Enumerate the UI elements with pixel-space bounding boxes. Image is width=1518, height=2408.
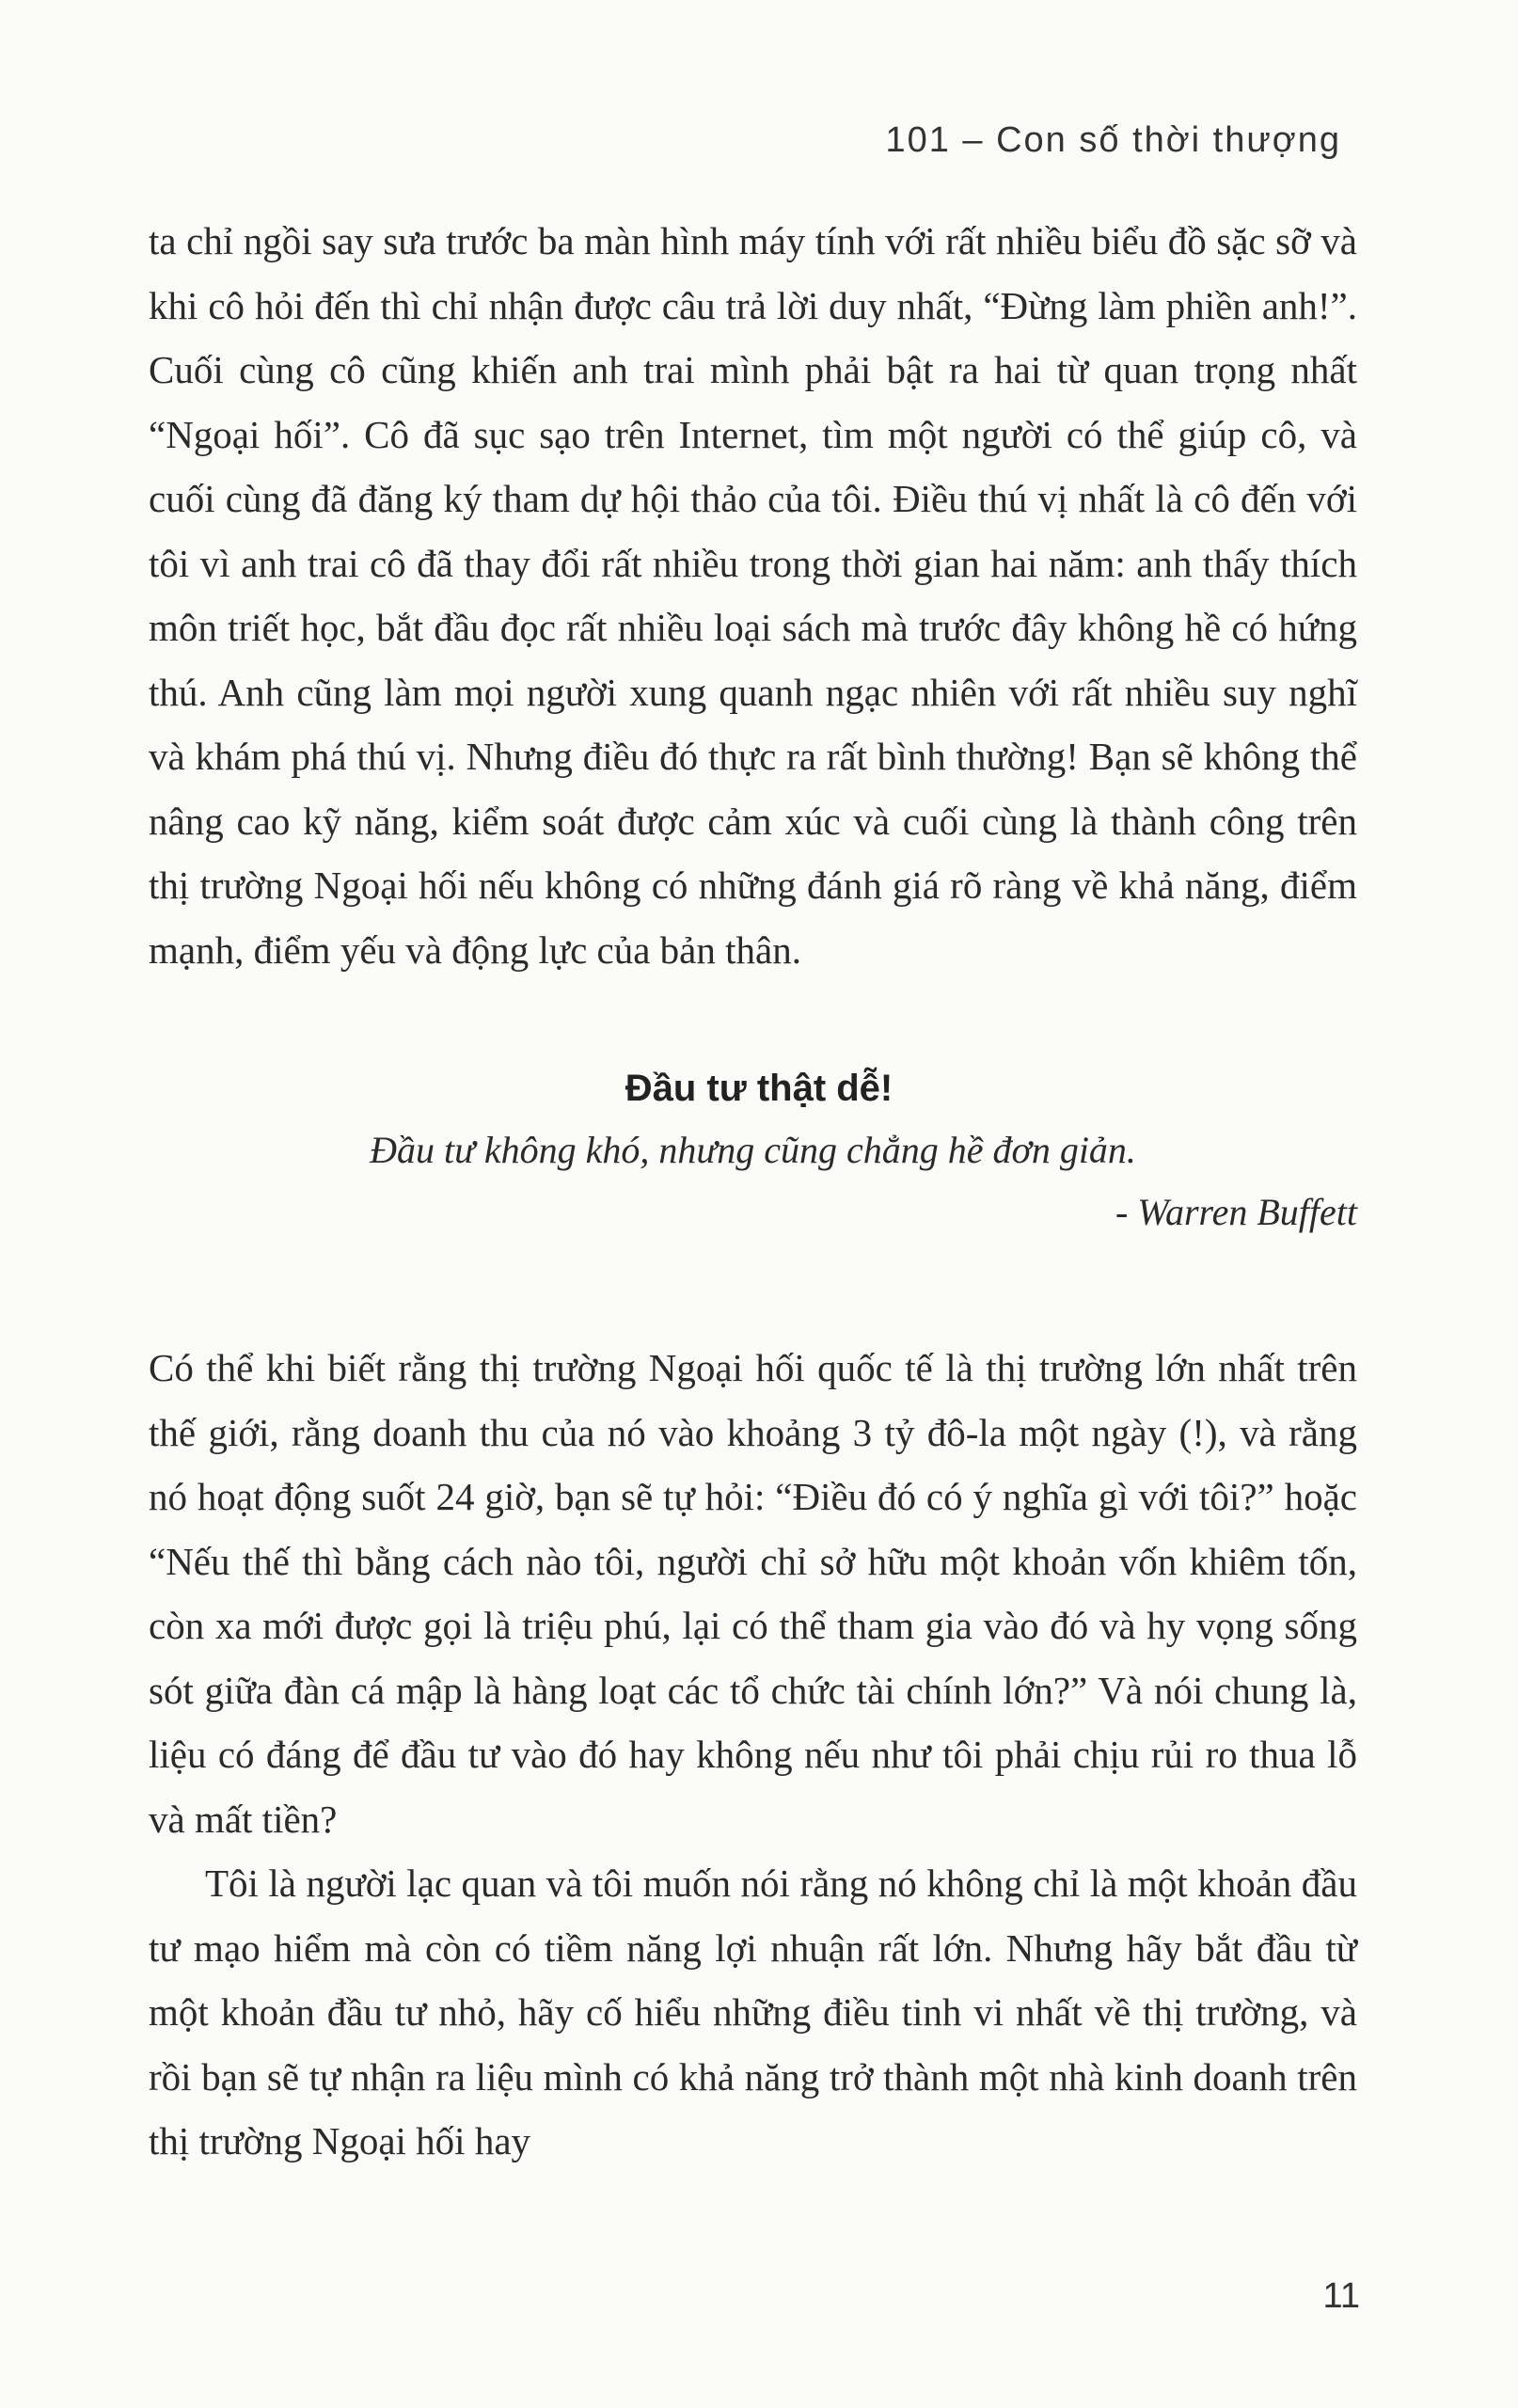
- epigraph-author: - Warren Buffett: [1115, 1191, 1357, 1233]
- paragraph: ta chỉ ngồi say sưa trước ba màn hình máy tính với rất nhiều biểu đồ sặc sỡ và khi cô hỏi đến thì chỉ nhận được câu trả lời duy nhất, “Đừng làm phiền anh!”. Cuối cùng cô cũng khiến anh trai mình phải bật ra hai từ quan trọng nhất “Ngoại hối”. Cô đã sục sạo trên Internet, tìm một người có thể giúp cô, và cuối cùng đã đăng ký tham dự hội thảo của tôi. Điều thú vị nhất là cô đến với tôi vì anh trai cô đã thay đổi rất nhiều trong thời gian hai năm: anh thấy thích môn triết học, bắt đầu đọc rất nhiều loại sách mà trước đây không hề có hứng thú. Anh cũng làm mọi người xung quanh ngạc nhiên với rất nhiều suy nghĩ và khám phá thú vị. Nhưng điều đó thực ra rất bình thường! Bạn sẽ không thể nâng cao kỹ năng, kiểm soát được cảm xúc và cuối cùng là thành công trên thị trường Ngoại hối nếu không có những đánh giá rõ ràng về khả năng, điểm mạnh, điểm yếu và động lực của bản thân.: [149, 219, 1357, 972]
- body-text-top: [149, 209, 1357, 982]
- paragraph: Tôi là người lạc quan và tôi muốn nói rằng nó không chỉ là một khoản đầu tư mạo hiểm mà còn có tiềm năng lợi nhuận rất lớn. Nhưng hãy bắt đầu từ một khoản đầu tư nhỏ, hãy cố hiểu những điều tinh vi nhất về thị trường, và rồi bạn sẽ tự nhận ra liệu mình có khả năng trở thành một nhà kinh doanh trên thị trường Ngoại hối hay: [149, 1861, 1357, 2162]
- page-number: 11: [1322, 2276, 1360, 2316]
- body-text-bottom: [149, 1336, 1357, 2174]
- running-header: 101 – Con số thời thượng: [885, 120, 1341, 160]
- epigraph-quote: Đầu tư không khó, nhưng cũng chẳng hề đơn giản.: [370, 1129, 1136, 1171]
- epigraph: [149, 1119, 1357, 1244]
- section-heading: Đầu tư thật dễ!: [625, 1068, 893, 1109]
- paragraph: Có thể khi biết rằng thị trường Ngoại hối quốc tế là thị trường lớn nhất trên thế giới, rằng doanh thu của nó vào khoảng 3 tỷ đô-la một ngày (!), và rằng nó hoạt động suốt 24 giờ, bạn sẽ tự hỏi: “Điều đó có ý nghĩa gì với tôi?” hoặc “Nếu thế thì bằng cách nào tôi, người chỉ sở hữu một khoản vốn khiêm tốn, còn xa mới được gọi là triệu phú, lại có thể tham gia vào đó và hy vọng sống sót giữa đàn cá mập là hàng loạt các tổ chức tài chính lớn?” Và nói chung là, liệu có đáng để đầu tư vào đó hay không nếu như tôi phải chịu rủi ro thua lỗ và mất tiền?: [149, 1346, 1357, 1841]
